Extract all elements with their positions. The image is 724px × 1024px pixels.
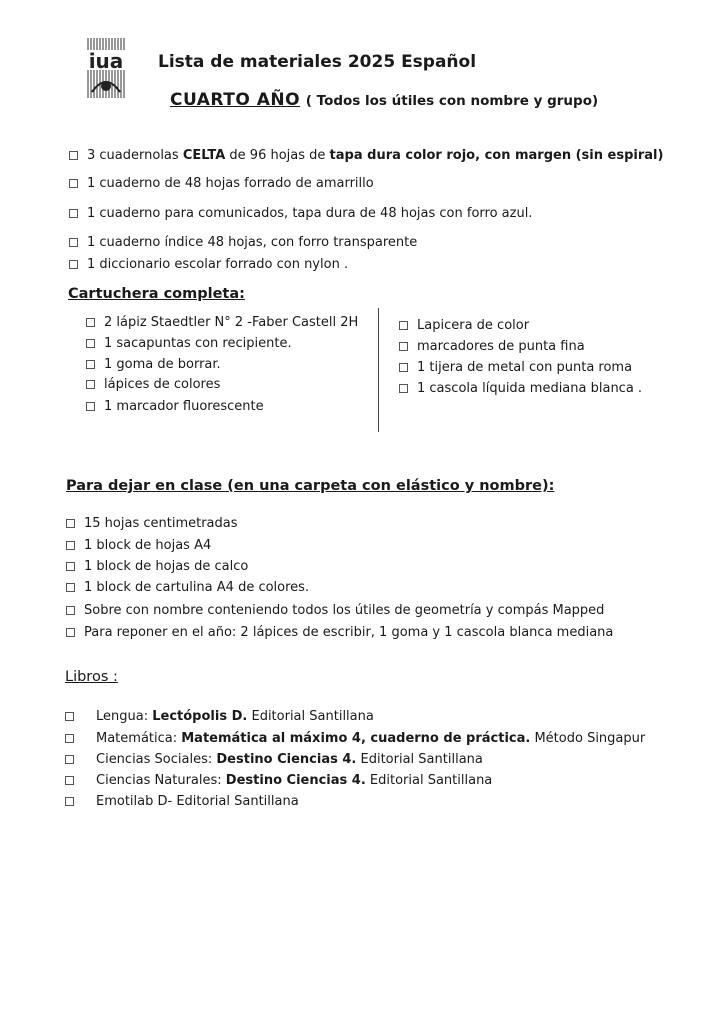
checkbox[interactable] [66,562,75,571]
list-item: 1 sacapuntas con recipiente. [86,336,292,351]
list-item: 1 cascola líquida mediana blanca . [399,381,642,396]
list-item: Ciencias Naturales: Destino Ciencias 4. Editorial Santillana [65,773,492,788]
checkbox[interactable] [65,712,74,721]
checkbox[interactable] [86,402,95,411]
grade-title [170,90,598,110]
list-item: 1 block de hojas de calco [66,559,248,574]
checkbox[interactable] [86,318,95,327]
list-item: 1 block de cartulina A4 de colores. [66,580,309,595]
school-logo-icon [84,36,128,100]
checkbox[interactable] [66,583,75,592]
checkbox[interactable] [399,321,408,330]
checkbox[interactable] [66,541,75,550]
checkbox[interactable] [66,606,75,615]
checkbox[interactable] [86,339,95,348]
checkbox[interactable] [399,363,408,372]
checkbox[interactable] [86,380,95,389]
checkbox[interactable] [65,755,74,764]
grade-note: ( Todos los útiles con nombre y grupo) [305,93,599,109]
checkbox[interactable] [66,519,75,528]
list-item: Lengua: Lectópolis D. Editorial Santillana [65,709,374,724]
list-item: 3 cuadernolas CELTA de 96 hojas de tapa dura color rojo, con margen (sin espiral) [69,148,663,163]
list-item: 1 goma de borrar. [86,357,221,372]
list-item: 1 cuaderno índice 48 hojas, con forro transparente [69,235,417,250]
list-item: Ciencias Sociales: Destino Ciencias 4. Editorial Santillana [65,752,483,767]
list-item: Matemática: Matemática al máximo 4, cuaderno de práctica. Método Singapur [65,731,645,746]
section-heading-clase: Para dejar en clase (en una carpeta con elástico y nombre): [66,478,555,494]
list-item: marcadores de punta fina [399,339,585,354]
list-item: 1 tijera de metal con punta roma [399,360,632,375]
list-item: lápices de colores [86,377,220,392]
checkbox[interactable] [399,384,408,393]
checkbox[interactable] [65,776,74,785]
section-heading-cartuchera: Cartuchera completa: [68,286,245,302]
checkbox[interactable] [66,628,75,637]
checkbox[interactable] [86,360,95,369]
page-title: Lista de materiales 2025 Español [158,52,477,72]
list-item: 1 cuaderno para comunicados, tapa dura de 48 hojas con forro azul. [69,206,532,221]
checkbox[interactable] [69,238,78,247]
checkbox[interactable] [69,151,78,160]
list-item: Lapicera de color [399,318,529,333]
list-item: 2 lápiz Staedtler N° 2 -Faber Castell 2H [86,315,358,330]
list-item: 1 block de hojas A4 [66,538,211,553]
list-item: 1 cuaderno de 48 hojas forrado de amarrillo [69,176,374,191]
checkbox[interactable] [69,260,78,269]
list-item: Emotilab D- Editorial Santillana [65,794,299,809]
checkbox[interactable] [399,342,408,351]
list-item: 1 marcador fluorescente [86,399,264,414]
list-item: Para reponer en el año: 2 lápices de escribir, 1 goma y 1 cascola blanca mediana [66,625,613,640]
column-divider [378,308,379,432]
checkbox[interactable] [69,179,78,188]
checkbox[interactable] [69,209,78,218]
section-heading-libros: Libros : [65,669,118,685]
checkbox[interactable] [65,797,74,806]
list-item: 15 hojas centimetradas [66,516,238,531]
svg-text:iua: iua [88,49,124,73]
list-item: 1 diccionario escolar forrado con nylon . [69,257,348,272]
grade-label: CUARTO AÑO [170,90,301,110]
list-item: Sobre con nombre conteniendo todos los útiles de geometría y compás Mapped [66,603,604,618]
checkbox[interactable] [65,734,74,743]
